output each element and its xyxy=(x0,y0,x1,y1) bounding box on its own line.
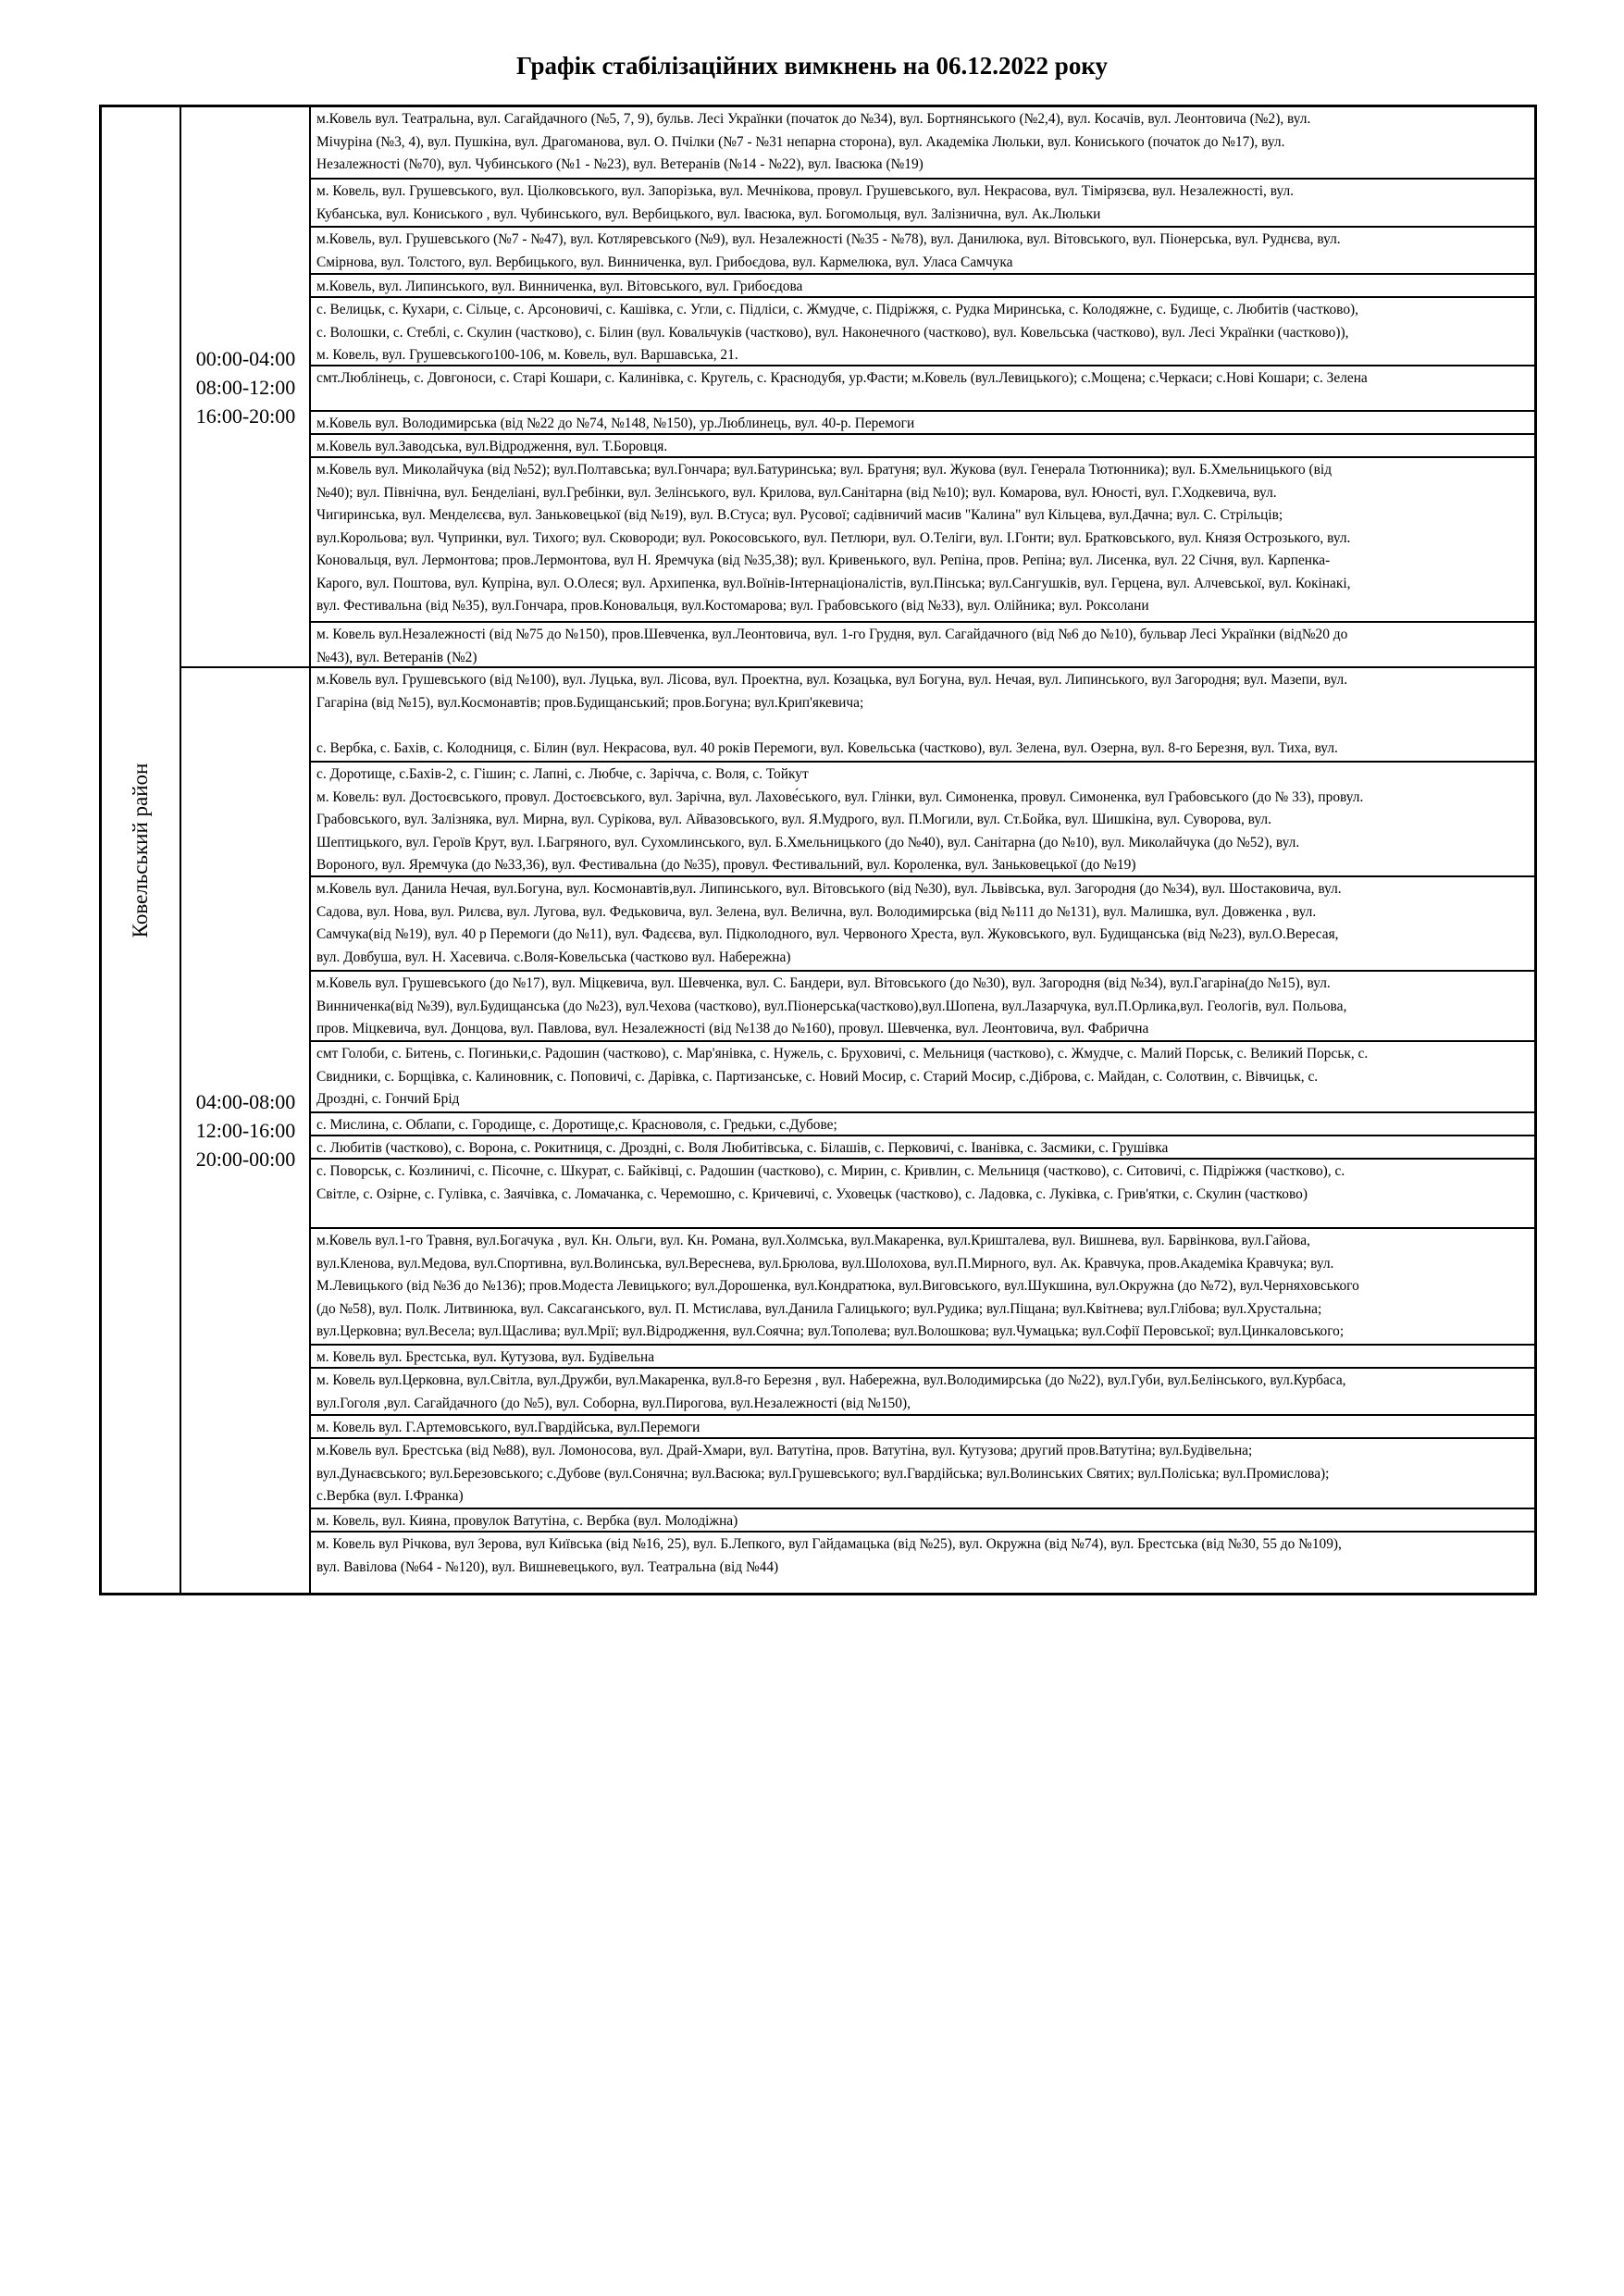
column-divider xyxy=(309,107,311,1593)
schedule-entry: м. Ковель вул.Церковна, вул.Світла, вул.Дружби, вул.Макаренка, вул.8-го Березня , вул. Набережна, вул.Володимирська (до №22), вул.Губи, вул.Белінського, вул.Курбаса, вул.Гоголя ,вул. Сагайдачного (до №5), вул. Соборна, вул.Пирогова, вул.Незалежності (від №150), xyxy=(316,1372,1346,1411)
schedule-entry: смт Голоби, с. Битень, с. Погиньки,с. Радошин (частково), с. Мар'янівка, с. Нужель, с. Бруховичі, с. Мельниця (частково), с. Жмудче, с. Малий Порськ, с. Великий Порськ, с. Свидники, с. Борщівка, с. Калиновник, с. Поповичі, с. Дарівка, с. Партизанське, с. Новий Мосир, с. Старий Мосир, с.Діброва, с. Майдан, с. Солотвин, с. Вівчицьк, с. Дроздні, с. Гончий Брід xyxy=(316,1046,1369,1107)
column-divider xyxy=(180,107,181,1593)
schedule-entry: с. Велицьк, с. Кухари, с. Сільце, с. Арсоновичі, с. Кашівка, с. Угли, с. Підліси, с. Жмудче, с. Підріжжя, с. Рудка Миринська, с. Колодяжне, с. Будище, с. Любитів (частково), с. Волошки, с. Стеблі, с. Скулин (частково), с. Білин (вул. Ковальчуків (частково), вул. Наконечного (частково), вул. Ковельська (частково), вул. Лесі Українки (частково)), м. Ковель, вул. Грушевського100-106, м. Ковель, вул. Варшавська, 21. xyxy=(316,302,1358,363)
district-cell xyxy=(102,107,180,1593)
schedule-entry: м. Ковель, вул. Грушевського, вул. Ціолковського, вул. Запорізька, вул. Мечнікова, провул. Грушевського, вул. Некрасова, вул. Тімірязєва, вул. Незалежності, вул. Кубанська, вул. Кониського , вул. Чубинського, вул. Вербицького, вул. Івасюка, вул. Богомольця, вул. Залізнична, вул. Ак.Люльки xyxy=(316,183,1295,222)
schedule-entry: м.Ковель вул. Миколайчука (від №52); вул.Полтавська; вул.Гончара; вул.Батуринська; вул. Братуня; вул. Жукова (вул. Генерала Тютюнника); вул. Б.Хмельницького (від №40); вул. Північна, вул. Бенделіані, вул.Гребінки, вул. Зелінського, вул. Крилова, вул.Санітарна (від №10); вул. Комарова, вул. Юності, вул. Г.Ходкевича, вул. Чигиринська, вул. Менделєєва, вул. Заньковецької (від №19), вул. В.Стуса; вул. Русової; садівничий масив "Калина" вул Кільцева, вул.Дачна; вул. С. Стрільців; вул.Корольова; вул. Чупринки, вул. Тихого; вул. Сковороди; вул. Рокосовського, вул. Петлюри, вул. О.Теліги, вул. І.Гонти; вул. Братковського, вул. Князя Острозького, вул. Коновальця, вул. Лермонтова; пров.Лермонтова, вул Н. Яремчука (від №35,38); вул. Кривенького, вул. Репіна, пров. Репіна; вул. Лисенка, вул. 22 Січня, вул. Карпенка- Карого, вул. Поштова, вул. Купріна, вул. О.Олеся; вул. Архипенка, вул.Воїнів-Інтернаціоналістів, вул.Пінська; вул.Сангушків, вул. Герцена, вул. Алчевської, вул. Кокінакі, вул. Фестивальна (від №35), вул.Гончара, пров.Коновальця, вул.Костомарова; вул. Грабовського (від №33), вул. Олійника; вул. Роксолани xyxy=(316,462,1351,614)
schedule-entry: м. Ковель вул. Брестська, вул. Кутузова, вул. Будівельна xyxy=(316,1349,655,1365)
time-slots-group-2 xyxy=(182,668,309,1593)
schedule-entry: м.Ковель вул. Театральна, вул. Сагайдачного (№5, 7, 9), бульв. Лесі Українки (початок до №34), вул. Бортнянського (№2,4), вул. Косачів, вул. Леонтовича (№2), вул. Мічуріна (№3, 4), вул. Пушкіна, вул. Драгоманова, вул. О. Пчілки (№7 - №31 непарна сторона), вул. Академіка Люльки, вул. Кониського (початок до №17), вул. Незалежності (№70), вул. Чубинського (№1 - №23), вул. Ветеранів (№14 - №22), вул. Івасюка (№19) xyxy=(316,111,1311,172)
schedule-entry: м.Ковель вул. Брестська (від №88), вул. Ломоносова, вул. Драй-Хмари, вул. Ватутіна, пров. Ватутіна, вул. Кутузова; другий пров.Ватутіна; вул.Будівельна; вул.Дунаєвського; вул.Березовського; с.Дубове (вул.Сонячна; вул.Васюка; вул.Грушевського; вул.Гвардійська; вул.Волинських Святих; вул.Поліська; вул.Промислова); с.Вербка (вул. І.Франка) xyxy=(316,1443,1330,1504)
schedule-entry: с. Доротище, с.Бахів-2, с. Гішин; с. Лапні, с. Любче, с. Зарічча, с. Воля, с. Тойкут м. Ковель: вул. Достоєвського, провул. Достоєвського, вул. Зарічна, вул. Лахове́ського, вул. Глінки, вул. Симоненка, провул. Симоненка, вул Грабовського (до № 33), провул. Грабовського, вул. Залізняка, вул. Мирна, вул. Сурікова, вул. Айвазовського, вул. Я.Мудрого, вул. П.Могили, вул. Ст.Бойка, вул. Шишкіна, вул. Суворова, вул. Шептицького, вул. Героїв Крут, вул. І.Багряного, вул. Сухомлинського, вул. Б.Хмельницького (до №40), вул. Санітарна (до №10), вул. Миколайчука (до №52), вул. Вороного, вул. Яремчука (до №33,36), вул. Фестивальна (до №35), провул. Фестивальний, вул. Короленка, вул. Заньковецької (до №19) xyxy=(316,766,1364,873)
page-title: Графік стабілізаційних вимкнень на 06.12.2022 року xyxy=(516,52,1108,80)
schedule-entry: м.Ковель вул. Володимирська (від №22 до №74, №148, №150), ур.Люблинець, вул. 40-р. Перемоги xyxy=(316,416,915,431)
schedule-entry: м.Ковель вул. Грушевського (від №100), вул. Луцька, вул. Лісова, вул. Проектна, вул. Козацька, вул Богуна, вул. Нечая, вул. Липинського, вул Загородня; вул. Мазепи, вул. Гагаріна (від №15), вул.Космонавтів; пров.Будищанський; пров.Богуна; вул.Крип'якевича; с. Вербка, с. Бахів, с. Колодниця, с. Білин (вул. Некрасова, вул. 40 років Перемоги, вул. Ковельська (частково), вул. Зелена, вул. Озерна, вул. 8-го Березня, вул. Тиха, вул. xyxy=(316,672,1348,756)
schedule-entry: м. Ковель вул.Незалежності (від №75 до №150), пров.Шевченка, вул.Леонтовича, вул. 1-го Грудня, вул. Сагайдачного (від №6 до №10), бульвар Лесі Українки (від№20 до №43), вул. Ветеранів (№2) xyxy=(316,627,1348,665)
schedule-entry: м.Ковель вул.Заводська, вул.Відродження, вул. Т.Боровця. xyxy=(316,439,668,454)
schedule-entry: м.Ковель вул.1-го Травня, вул.Богачука , вул. Кн. Ольги, вул. Кн. Романа, вул.Холмська, вул.Макаренка, вул.Кришталева, вул. Вишнева, вул. Барвінкова, вул.Гайова, вул.Кленова, вул.Медова, вул.Спортивна, вул.Волинська, вул.Вереснева, вул.Брюлова, вул.Шолохова, вул.П.Мирного, вул. Ак. Кравчука, пров.Академіка Кравчука; вул. М.Левицького (від №36 до №136); пров.Модеста Левицького; вул.Дорошенка, вул.Кондратюка, вул.Виговського, вул.Шукшина, вул.Окружна (до №72), вул.Черняховського (до №58), вул. Полк. Литвинюка, вул. Саксаганського, вул. П. Мстислава, вул.Данила Галицького; вул.Рудика; вул.Піщана; вул.Квітнева; вул.Глібова; вул.Хрустальна; вул.Церковна; вул.Весела; вул.Щаслива; вул.Мрії; вул.Відродження, вул.Соячна; вул.Тополева; вул.Волошкова; вул.Чумацька; вул.Софії Перовської; вул.Цинкаловського; xyxy=(316,1233,1359,1339)
schedule-entry: м.Ковель вул. Данила Нечая, вул.Богуна, вул. Космонавтів,вул. Липинського, вул. Вітовського (від №30), вул. Львівська, вул. Загородня (до №34), вул. Шостаковича, вул. Садова, вул. Нова, вул. Рилєва, вул. Лугова, вул. Федьковича, вул. Зелена, вул. Велична, вул. Володимирська (від №111 до №131), вул. Малишка, вул. Довженка , вул. Самчука(від №19), вул. 40 р Перемоги (до №11), вул. Фадєєва, вул. Підколодного, вул. Червоного Хреста, вул. Жуковського, вул. Будищанська (від №23), вул.О.Вересая, вул. Довбуша, вул. Н. Хасевича. с.Воля-Ковельська (частково вул. Набережна) xyxy=(316,881,1342,965)
schedule-entry: с. Любитів (частково), с. Ворона, с. Рокитниця, с. Дроздні, с. Воля Любитівська, с. Білашів, с. Перковичі, с. Іванівка, с. Засмики, с. Грушівка xyxy=(316,1140,1169,1156)
schedule-entry: с. Мислина, с. Облапи, с. Городище, с. Доротище,с. Красноволя, с. Гредьки, с.Дубове; xyxy=(316,1117,837,1133)
schedule-entry: смт.Люблінець, с. Довгоноси, с. Старі Кошари, с. Калинівка, с. Кругель, с. Краснодубя, ур.Фасти; м.Ковель (вул.Левицького); с.Мощена; с.Черкаси; с.Нові Кошари; с. Зелена xyxy=(316,370,1368,386)
schedule-entry: с. Поворськ, с. Козлиничі, с. Пісочне, с. Шкурат, с. Байківці, с. Радошин (частково), с. Мирин, с. Кривлин, с. Мельниця (частково), с. Ситовичі, с. Підріжжя (частково), с. Світле, с. Озірне, с. Гулівка, с. Заячівка, с. Ломачанка, с. Черемошно, с. Кричевичі, с. Уховецьк (частково), с. Ладовка, с. Луківка, с. Грив'ятки, с. Скулин (частково) xyxy=(316,1163,1345,1202)
schedule-entry: м. Ковель вул. Г.Артемовського, вул.Гвардійська, вул.Перемоги xyxy=(316,1420,700,1435)
time-slot: 04:00-08:00 xyxy=(195,1090,296,1113)
schedule-table xyxy=(99,105,1537,1595)
schedule-entry: м. Ковель, вул. Кияна, провулок Ватутіна, с. Вербка (вул. Молодіжна) xyxy=(316,1513,738,1529)
time-slot: 16:00-20:00 xyxy=(195,403,296,428)
schedule-entry: м. Ковель вул Річкова, вул Зерова, вул Київська (від №16, 25), вул. Б.Лепкого, вул Гайдамацька (від №25), вул. Окружна (від №74), вул. Брестська (від №30, 55 до №109), вул. Вавілова (№64 - №120), вул. Вишневецького, вул. Театральна (від №44) xyxy=(316,1536,1342,1575)
district-label: Ковельський район xyxy=(129,763,152,937)
time-slot: 20:00-00:00 xyxy=(195,1148,296,1171)
time-slot: 12:00-16:00 xyxy=(195,1119,296,1142)
time-slots-group-1 xyxy=(182,107,309,666)
schedule-entry: м.Ковель, вул. Грушевського (№7 - №47), вул. Котляревського (№9), вул. Незалежності (№35 - №78), вул. Данилюка, вул. Вітовського, вул. Піонерська, вул. Руднєва, вул. Смірнова, вул. Толстого, вул. Вербицького, вул. Винниченка, вул. Грибоєдова, вул. Кармелюка, вул. Уласа Самчука xyxy=(316,231,1341,270)
time-slot: 08:00-12:00 xyxy=(195,375,296,399)
schedule-entry: м.Ковель, вул. Липинського, вул. Винниченка, вул. Вітовського, вул. Грибоєдова xyxy=(316,279,803,294)
time-slot: 00:00-04:00 xyxy=(195,346,296,370)
schedule-entry: м.Ковель вул. Грушевського (до №17), вул. Міцкевича, вул. Шевченка, вул. С. Бандери, вул. Вітовського (до №30), вул. Загородня (від №34), вул.Гагаріна(до №15), вул. Винниченка(від №39), вул.Будищанська (до №23), вул.Чехова (частково), вул.Піонерська(частково),вул.Шопена, вул.Лазарчука, вул.П.Орлика,вул. Геологів, вул. Польова, пров. Міцкевича, вул. Донцова, вул. Павлова, вул. Незалежності (від №138 до №160), провул. Шевченка, вул. Леонтовича, вул. Фабрична xyxy=(316,975,1347,1036)
